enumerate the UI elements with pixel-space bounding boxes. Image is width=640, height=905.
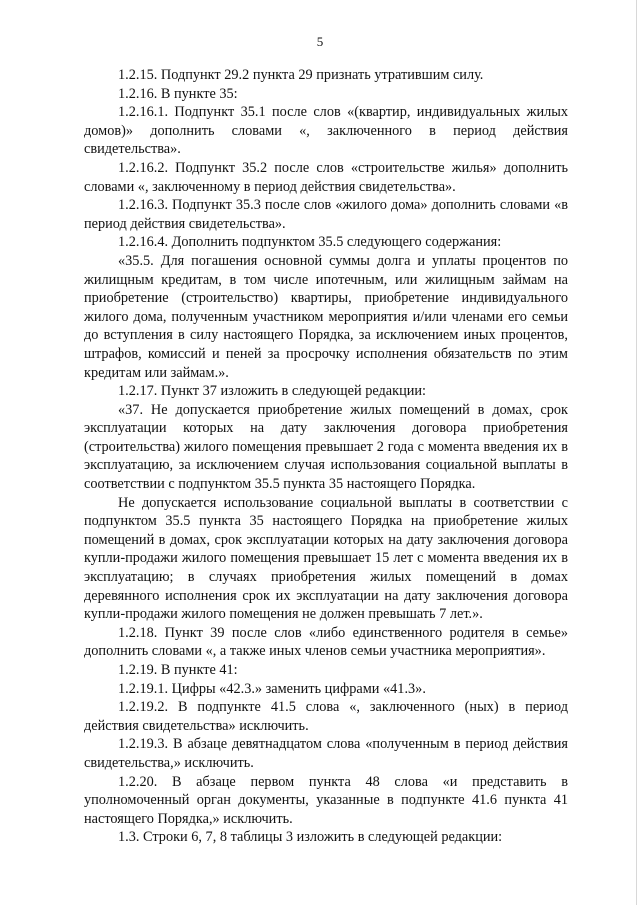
document-body [84, 66, 568, 847]
paragraph-1-2-19-2: 1.2.19.2. В подпункте 41.5 слова «, заключенного (ных) в период действия свидетельства» исключить. [84, 699, 568, 734]
page-number: 5 [316, 34, 324, 49]
paragraph-1-2-16-3: 1.2.16.3. Подпункт 35.3 после слов «жилого дома» дополнить словами «в период действия свидетельства». [84, 197, 568, 232]
paragraph-1-2-15: 1.2.15. Подпункт 29.2 пункта 29 признать утратившим силу. [118, 67, 484, 83]
paragraph-1-3: 1.3. Строки 6, 7, 8 таблицы 3 изложить в следующей редакции: [118, 829, 503, 846]
paragraph-1-2-19-3: 1.2.19.3. В абзаце девятнадцатом слова «полученным в период действия свидетельства,» исключить. [84, 736, 568, 771]
paragraph-1-2-16-1: 1.2.16.1. Подпункт 35.1 после слов «(квартир, индивидуальных жилых домов)» дополнить словами «, заключенного в период действия свидетельства». [84, 104, 568, 158]
paragraph-1-2-16-2: 1.2.16.2. Подпункт 35.2 после слов «строительстве жилья» дополнить словами «, заключенному в период действия свидетельства». [84, 159, 568, 195]
paragraph-37-second: Не допускается использование социальной выплаты в соответствии с подпунктом 35.5 пункта 35 настоящего Порядка на приобретение жилых помещений в домах, срок эксплуатации которых на дату заключения договора купли-продажи жилого помещения превышает 15 лет с момента введения их в эксплуатацию; в случаях приобретения жилых помещений в домах деревянного исполнения срок их эксплуатации на дату заключения договора купли-продажи жилого помещения не должен превышать 7 лет.». [84, 494, 568, 623]
paragraph-1-2-18: 1.2.18. Пункт 39 после слов «либо единственного родителя в семье» дополнить словами «, а также иных членов семьи участника мероприятия». [84, 624, 568, 660]
scan-edge-line [636, 0, 637, 905]
paragraph-1-2-17: 1.2.17. Пункт 37 изложить в следующей редакции: [118, 383, 427, 400]
paragraph-1-2-16: 1.2.16. В пункте 35: [118, 85, 238, 102]
paragraph-1-2-20: 1.2.20. В абзаце первом пункта 48 слова «и представить в уполномоченный орган документы, указанные в подпункте 41.6 пункта 41 настоящего Порядка,» исключить. [84, 773, 568, 827]
paragraph-1-2-16-4: 1.2.16.4. Дополнить подпунктом 35.5 следующего содержания: [118, 234, 502, 251]
paragraph-1-2-19-1: 1.2.19.1. Цифры «42.3.» заменить цифрами «41.3». [118, 680, 426, 697]
paragraph-1-2-19: 1.2.19. В пункте 41: [118, 662, 238, 678]
paragraph-37-text: «37. Не допускается приобретение жилых помещений в домах, срок эксплуатации которых на дату заключения договора приобретения (строительства) жилого помещения превышает 2 года с момента введения их в эксплуатацию, за исключением случая использования социальной выплаты в соответствии с подпунктом 35.5 пункта 35 настоящего Порядка. [84, 401, 568, 493]
paragraph-35-5-text: «35.5. Для погашения основной суммы долга и уплаты процентов по жилищным кредитам, в том числе ипотечным, или жилищным займам на приобретение (строительство) квартиры, приобретение индивидуального жилого дома, полученным участником мероприятия и/или членами его семьи до вступления в силу настоящего Порядка, за исключением иных процентов, штрафов, комиссий и пеней за просрочку исполнения обязательств по этим кредитам или займам.». [84, 252, 568, 381]
